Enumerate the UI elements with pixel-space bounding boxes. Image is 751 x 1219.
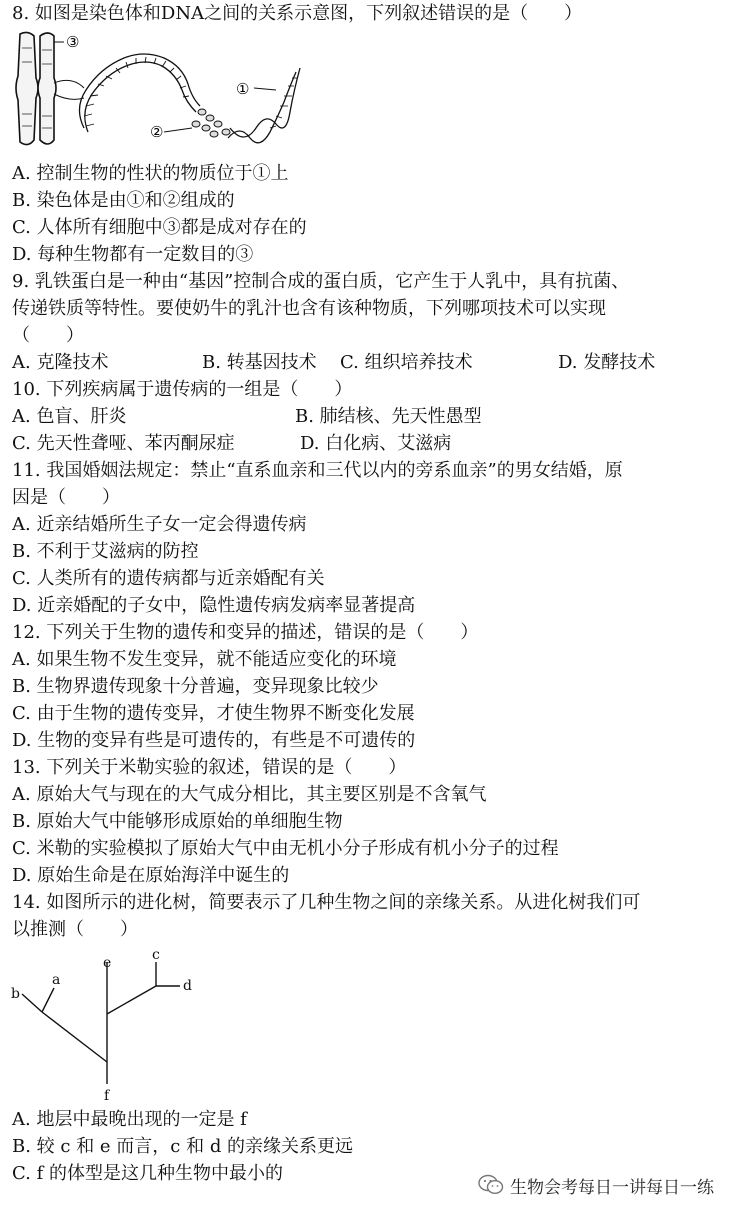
tree-label-b: b	[11, 986, 20, 1002]
q9-stem-line3: （ ）	[12, 325, 84, 346]
tree-branch-b	[22, 994, 42, 1012]
q10-stem: 10. 下列疾病属于遗传病的一组是（ ）	[12, 379, 353, 400]
q14-option-b: B. 较 c 和 e 而言，c 和 d 的亲缘关系更远	[12, 1136, 354, 1157]
q9-option-a: A. 克隆技术	[12, 352, 109, 373]
q14-option-a: A. 地层中最晚出现的一定是 f	[12, 1109, 247, 1130]
q14-stem-line2: 以推测（ ）	[12, 919, 138, 940]
wechat-icon	[478, 1174, 504, 1196]
label-3: ③	[66, 33, 80, 51]
tree-label-a: a	[52, 972, 61, 988]
q11-option-d: D. 近亲婚配的子女中，隐性遗传病发病率显著提高	[12, 595, 416, 616]
q10-option-b: B. 肺结核、先天性愚型	[295, 406, 482, 427]
q10-option-d: D. 白化病、艾滋病	[300, 433, 452, 454]
q13-option-c: C. 米勒的实验模拟了原始大气中由无机小分子形成有机小分子的过程	[12, 838, 559, 859]
q14-option-c: C. f 的体型是这几种生物中最小的	[12, 1163, 283, 1184]
label-2: ②	[150, 123, 164, 141]
q13-stem: 13. 下列关于米勒实验的叙述，错误的是（ ）	[12, 757, 407, 778]
q10-option-a: A. 色盲、肝炎	[12, 406, 127, 427]
q8-option-d: D. 每种生物都有一定数目的③	[12, 244, 254, 265]
q9-option-c: C. 组织培养技术	[340, 352, 473, 373]
q9-option-d: D. 发酵技术	[558, 352, 656, 373]
q11-stem-line2: 因是（ ）	[12, 487, 120, 508]
q12-option-b: B. 生物界遗传现象十分普遍，变异现象比较少	[12, 676, 379, 697]
q11-stem-line1: 11. 我国婚姻法规定：禁止“直系血亲和三代以内的旁系血亲”的男女结婚，原	[12, 460, 623, 481]
q11-option-a: A. 近亲结婚所生子女一定会得遗传病	[12, 514, 307, 535]
q8-option-b: B. 染色体是由①和②组成的	[12, 190, 235, 211]
tree-branch-cd	[107, 986, 156, 1014]
q9-stem-line1: 9. 乳铁蛋白是一种由“基因”控制合成的蛋白质，它产生于人乳中，具有抗菌、	[12, 271, 630, 292]
q8-stem: 8. 如图是染色体和DNA之间的关系示意图，下列叙述错误的是（ ）	[12, 3, 583, 24]
q12-option-d: D. 生物的变异有些是可遗传的，有些是不可遗传的	[12, 730, 416, 751]
watermark-text: 生物会考每日一讲每日一练	[510, 1177, 714, 1198]
tree-label-e: e	[103, 955, 112, 971]
q11-option-b: B. 不利于艾滋病的防控	[12, 541, 199, 562]
q13-option-b: B. 原始大气中能够形成原始的单细胞生物	[12, 811, 343, 832]
q9-option-b: B. 转基因技术	[202, 352, 317, 373]
q11-option-c: C. 人类所有的遗传病都与近亲婚配有关	[12, 568, 325, 589]
q12-stem: 12. 下列关于生物的遗传和变异的描述，错误的是（ ）	[12, 622, 479, 643]
q8-option-a: A. 控制生物的性状的物质位于①上	[12, 163, 289, 184]
label-1: ①	[236, 80, 250, 98]
tree-branch-bf	[42, 1012, 107, 1062]
watermark	[478, 1170, 714, 1200]
q10-option-c: C. 先天性聋哑、苯丙酮尿症	[12, 433, 235, 454]
q13-option-a: A. 原始大气与现在的大气成分相比，其主要区别是不含氧气	[12, 784, 487, 805]
tree-label-d: d	[183, 978, 192, 994]
evolution-tree-figure	[8, 946, 208, 1104]
chromosome-dna-figure	[14, 28, 314, 158]
q12-option-a: A. 如果生物不发生变异，就不能适应变化的环境	[12, 649, 397, 670]
q12-option-c: C. 由于生物的遗传变异，才使生物界不断变化发展	[12, 703, 415, 724]
tree-label-f: f	[104, 1088, 110, 1104]
tree-label-c: c	[152, 947, 160, 963]
q8-option-c: C. 人体所有细胞中③都是成对存在的	[12, 217, 307, 238]
q9-stem-line2: 传递铁质等特性。要使奶牛的乳汁也含有该种物质，下列哪项技术可以实现	[12, 298, 606, 319]
q13-option-d: D. 原始生命是在原始海洋中诞生的	[12, 865, 290, 886]
q14-stem-line1: 14. 如图所示的进化树，简要表示了几种生物之间的亲缘关系。从进化树我们可	[12, 892, 641, 913]
tree-branch-a	[42, 988, 54, 1012]
